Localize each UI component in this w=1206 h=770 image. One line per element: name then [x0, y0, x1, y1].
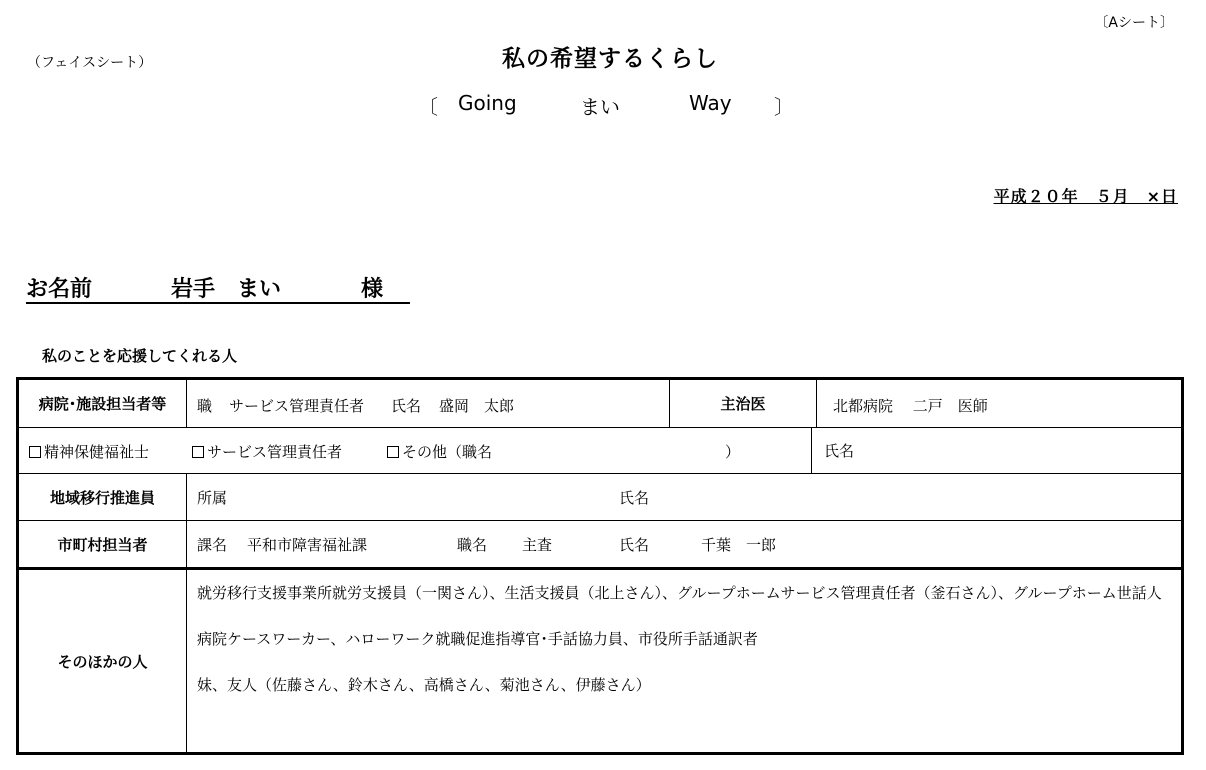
checkbox-icon[interactable]	[387, 446, 399, 458]
hospital-name-value: 盛岡 太郎	[439, 397, 515, 415]
option-other-label: その他（職名	[402, 443, 493, 461]
subtitle-word-mai: まい	[580, 95, 620, 119]
option-other[interactable]	[387, 441, 492, 462]
table-row-hospital	[19, 380, 1181, 428]
municipal-job-label: 職名	[457, 536, 488, 554]
page-title: 私の希望するくらし	[502, 46, 718, 72]
table-row-municipal	[19, 521, 1181, 570]
municipal-section-label: 課名	[197, 536, 228, 554]
subtitle-open-bracket: 〔	[418, 95, 438, 119]
subtitle-close-bracket: 〕	[774, 95, 794, 119]
option-psw-label: 精神保健福祉士	[44, 443, 150, 461]
checkbox-icon[interactable]	[192, 446, 204, 458]
municipal-job-value: 主査	[522, 536, 553, 554]
others-line-3: 妹、友人（佐藤さん、鈴木さん、高橋さん、菊池さん、伊藤さん）	[197, 676, 651, 694]
option-psw[interactable]	[29, 441, 149, 462]
option-service-manager[interactable]	[192, 441, 342, 462]
options-name-label: 氏名	[824, 442, 855, 460]
person-name: 岩手 まい	[171, 277, 282, 302]
others-line-2: 病院ケースワーカー、ハローワーク就職促進指導官･手話協力員、市役所手話通訳者	[197, 630, 758, 648]
subtitle	[418, 91, 798, 117]
transition-affiliation-label: 所属	[197, 489, 228, 507]
honorific: 様	[361, 277, 384, 302]
municipal-staff-label: 市町村担当者	[19, 521, 187, 567]
municipal-section-value: 平和市障害福祉課	[247, 536, 368, 554]
face-sheet-label: （フェイスシート）	[27, 55, 153, 71]
transition-name-label: 氏名	[619, 489, 650, 507]
option-other-close: ）	[725, 443, 741, 461]
hospital-job-label: 職	[197, 397, 213, 415]
municipal-name-label: 氏名	[619, 536, 650, 554]
subtitle-word-way: Way	[689, 91, 732, 115]
hospital-name-label: 氏名	[391, 397, 422, 415]
option-service-manager-label: サービス管理責任者	[207, 443, 343, 461]
options-name-cell	[811, 428, 1181, 473]
supporters-section-title: 私のことを応援してくれる人	[42, 347, 238, 365]
hospital-staff-label: 病院･施設担当者等	[19, 380, 187, 427]
others-label: そのほかの人	[19, 570, 187, 752]
supporters-table	[16, 377, 1184, 755]
others-line-1: 就労移行支援事業所就労支援員（一関さん）、生活支援員（北上さん）、グループホームサービス管理責任者（釜石さん）、グループホーム世話人	[197, 584, 1162, 602]
table-row-others	[19, 570, 1181, 752]
document-date: 平成２０年 ５月 ×日	[993, 187, 1178, 206]
municipal-name-value: 千葉 一郎	[701, 536, 777, 554]
name-label: お名前	[26, 277, 93, 302]
transition-promoter-label: 地域移行推進員	[19, 474, 187, 520]
name-line	[26, 272, 410, 304]
subtitle-word-going: Going	[458, 91, 517, 115]
table-row-transition	[19, 474, 1181, 521]
sheet-label: 〔Aシート〕	[1094, 15, 1174, 31]
attending-doctor-value: 北都病院 二戸 医師	[833, 397, 988, 415]
table-row-options	[19, 428, 1181, 474]
hospital-job-value: サービス管理責任者	[229, 397, 365, 415]
checkbox-icon[interactable]	[29, 446, 41, 458]
attending-doctor-label: 主治医	[669, 380, 817, 427]
